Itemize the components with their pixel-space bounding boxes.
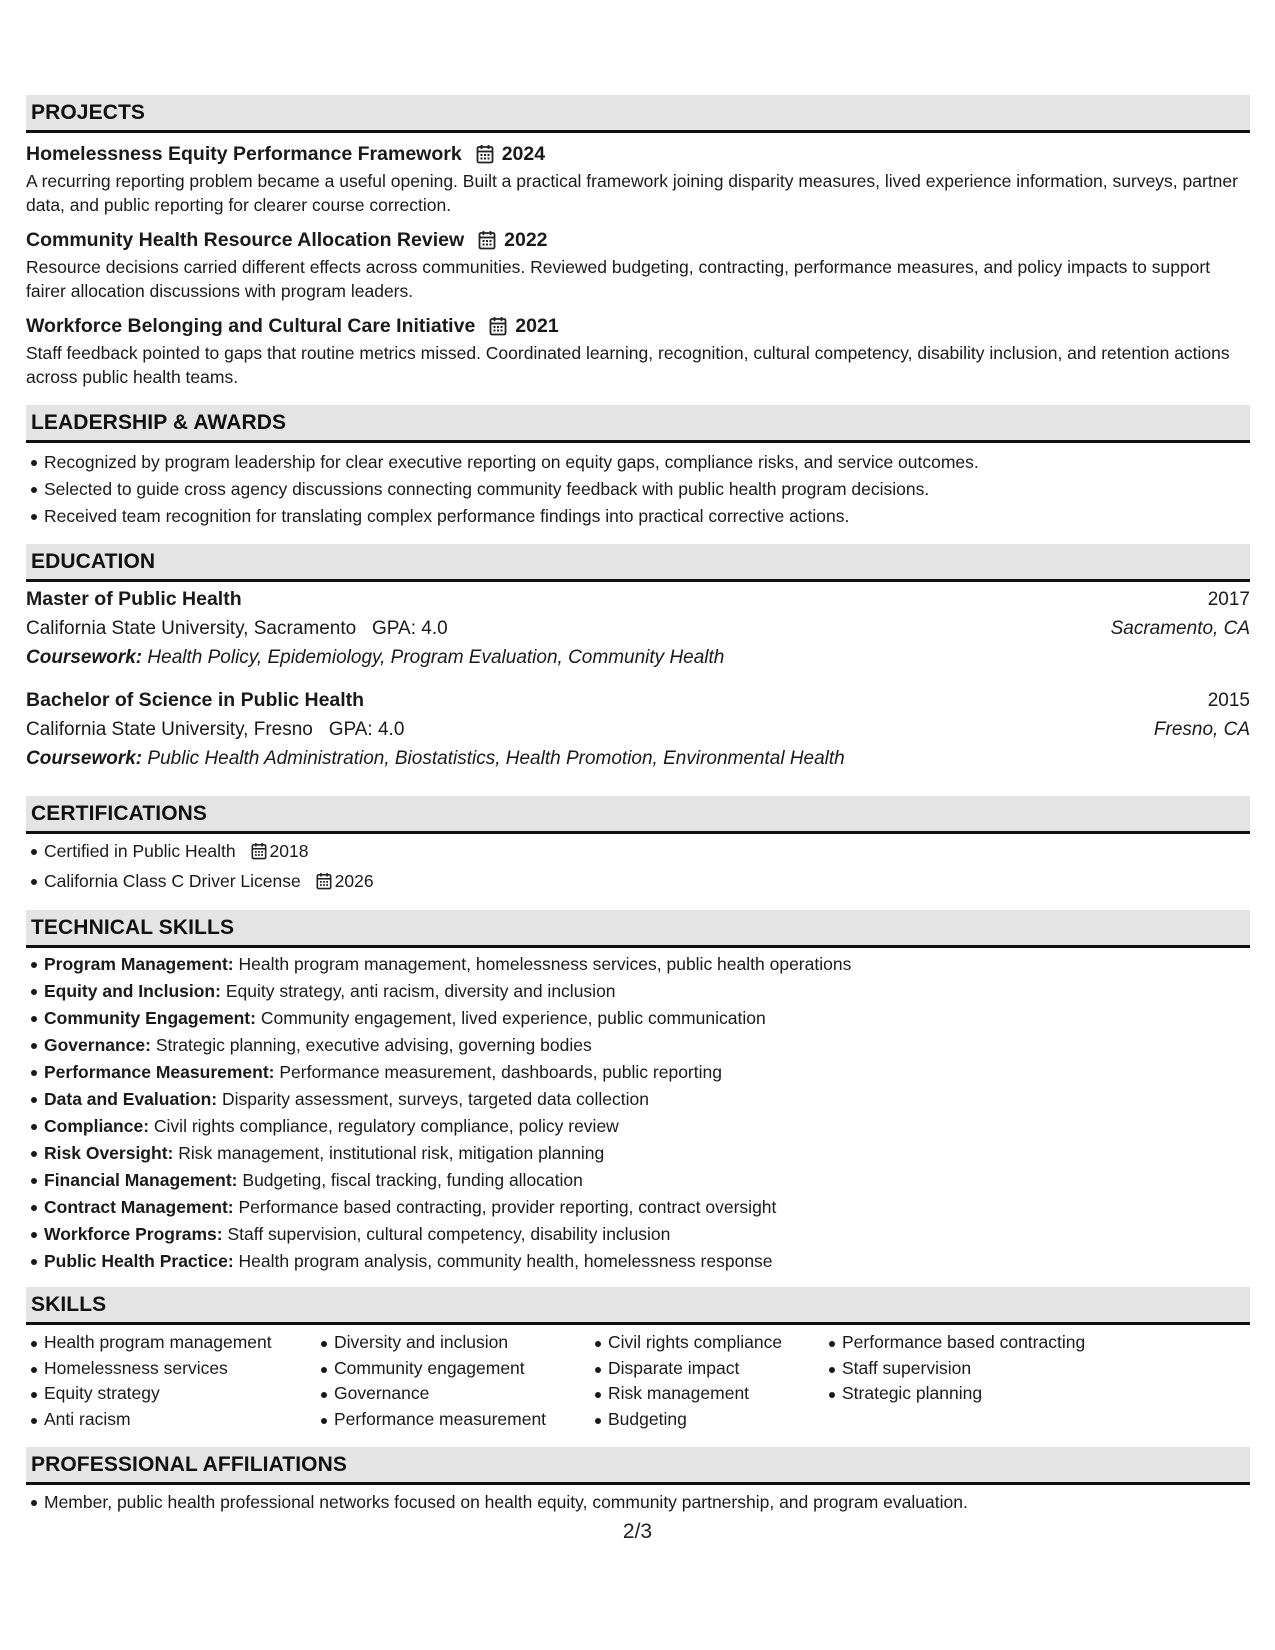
- list-item: [44, 1059, 1250, 1086]
- certification-year: 2026: [334, 871, 374, 891]
- project-title: Workforce Belonging and Cultural Care Initiative: [26, 314, 476, 337]
- skill-values: Civil rights compliance, regulatory compliance, policy review: [153, 1116, 619, 1136]
- skill-category: Performance Measurement:: [44, 1062, 275, 1082]
- skill-category: Risk Oversight:: [44, 1143, 174, 1163]
- project-item: [26, 227, 1250, 303]
- list-item: Community engagement: [334, 1356, 590, 1382]
- list-item: Disparate impact: [608, 1356, 824, 1382]
- projects-section-header: [26, 95, 1250, 133]
- page-number: 2/3: [622, 1520, 653, 1543]
- certifications-section-header: [26, 796, 1250, 834]
- list-item: Strategic planning: [842, 1381, 1124, 1407]
- list-item: Staff supervision: [842, 1356, 1124, 1382]
- list-item: [44, 978, 1250, 1005]
- project-item: [26, 141, 1250, 217]
- education-item: [26, 588, 1250, 677]
- certification-name: California Class C Driver License: [44, 871, 301, 891]
- coursework-list: Health Policy, Epidemiology, Program Evaluation, Community Health: [147, 647, 725, 668]
- certifications-list: [26, 838, 1250, 898]
- leadership-list: [26, 449, 1250, 530]
- technical-skills-section-header: [26, 910, 1250, 948]
- skill-category: Data and Evaluation:: [44, 1089, 218, 1109]
- calendar-icon: [316, 871, 332, 898]
- list-item: [44, 868, 1250, 898]
- skill-values: Health program management, homelessness services, public health operations: [238, 954, 852, 974]
- graduation-year: 2015: [1207, 690, 1250, 711]
- technical-skills-list: [26, 951, 1250, 1275]
- coursework-label: Coursework:: [26, 647, 143, 668]
- section-title: TECHNICAL SKILLS: [31, 915, 235, 939]
- skill-category: Compliance:: [44, 1116, 150, 1136]
- skill-category: Contract Management:: [44, 1197, 234, 1217]
- calendar-icon: [478, 230, 496, 250]
- skill-values: Strategic planning, executive advising, governing bodies: [155, 1035, 592, 1055]
- list-item: Member, public health professional networks focused on health equity, community partnership, and program evaluation.: [44, 1489, 1250, 1516]
- list-item: Diversity and inclusion: [334, 1330, 590, 1356]
- skills-column: [26, 1330, 316, 1432]
- project-year: 2022: [504, 228, 548, 251]
- skills-column: [316, 1330, 590, 1432]
- project-year: 2024: [501, 142, 546, 165]
- list-item: Budgeting: [608, 1407, 824, 1433]
- list-item: Performance based contracting: [842, 1330, 1124, 1356]
- skill-category: Program Management:: [44, 954, 234, 974]
- list-item: [44, 1005, 1250, 1032]
- skill-values: Community engagement, lived experience, public communication: [260, 1008, 766, 1028]
- list-item: Risk management: [608, 1381, 824, 1407]
- list-item: Governance: [334, 1381, 590, 1407]
- education-item: [26, 689, 1250, 778]
- skills-section-header: [26, 1287, 1250, 1325]
- skill-category: Equity and Inclusion:: [44, 981, 221, 1001]
- project-title: Homelessness Equity Performance Framework: [26, 142, 462, 165]
- list-item: [44, 1086, 1250, 1113]
- list-item: [44, 1248, 1250, 1275]
- list-item: [44, 1221, 1250, 1248]
- coursework: [26, 748, 1250, 778]
- school-name: California State University, Fresno: [26, 719, 313, 740]
- skill-values: Budgeting, fiscal tracking, funding allocation: [242, 1170, 583, 1190]
- skill-values: Performance measurement, dashboards, public reporting: [279, 1062, 722, 1082]
- skill-category: Governance:: [44, 1035, 151, 1055]
- graduation-year: 2017: [1207, 589, 1250, 610]
- skill-values: Health program analysis, community health, homelessness response: [238, 1251, 773, 1271]
- skills-column: [824, 1330, 1124, 1432]
- skill-values: Risk management, institutional risk, mitigation planning: [178, 1143, 605, 1163]
- affiliations-list: [26, 1489, 1250, 1516]
- section-title: PROFESSIONAL AFFILIATIONS: [31, 1452, 347, 1476]
- skill-values: Equity strategy, anti racism, diversity and inclusion: [225, 981, 616, 1001]
- calendar-icon: [489, 316, 507, 336]
- list-item: Anti racism: [44, 1407, 316, 1433]
- coursework-label: Coursework:: [26, 748, 143, 769]
- section-title: PROJECTS: [31, 100, 145, 124]
- list-item: Homelessness services: [44, 1356, 316, 1382]
- affiliations-section-header: [26, 1447, 1250, 1485]
- skill-values: Staff supervision, cultural competency, disability inclusion: [227, 1224, 671, 1244]
- skill-category: Public Health Practice:: [44, 1251, 234, 1271]
- list-item: Civil rights compliance: [608, 1330, 824, 1356]
- skill-category: Community Engagement:: [44, 1008, 256, 1028]
- list-item: Selected to guide cross agency discussions connecting community feedback with public health program decisions.: [44, 476, 1250, 503]
- list-item: [44, 1194, 1250, 1221]
- project-title: Community Health Resource Allocation Review: [26, 228, 465, 251]
- project-description: Resource decisions carried different effects across communities. Reviewed budgeting, contracting, performance measures, and policy impacts to support fairer allocation discussions with program leaders.: [26, 257, 1211, 301]
- list-item: [44, 1032, 1250, 1059]
- list-item: Health program management: [44, 1330, 316, 1356]
- calendar-icon: [251, 841, 267, 868]
- section-title: SKILLS: [31, 1292, 107, 1316]
- school-location: Fresno, CA: [1153, 719, 1250, 740]
- coursework-list: Public Health Administration, Biostatistics, Health Promotion, Environmental Health: [147, 748, 845, 769]
- school-name: California State University, Sacramento: [26, 618, 357, 639]
- skills-column: [590, 1330, 824, 1432]
- certification-year: 2018: [269, 841, 309, 861]
- education-section-header: [26, 544, 1250, 582]
- list-item: Recognized by program leadership for clear executive reporting on equity gaps, compliance risks, and service outcomes.: [44, 449, 1250, 476]
- list-item: [44, 1167, 1250, 1194]
- resume-page: [26, 95, 1250, 1516]
- degree: Bachelor of Science in Public Health: [26, 689, 365, 711]
- list-item: [44, 951, 1250, 978]
- list-item: Performance measurement: [334, 1407, 590, 1433]
- project-description: Staff feedback pointed to gaps that routine metrics missed. Coordinated learning, recognition, cultural competency, disability inclusion, and retention actions across public health teams.: [26, 343, 1230, 387]
- list-item: Received team recognition for translating complex performance findings into practical corrective actions.: [44, 503, 1250, 530]
- leadership-section-header: [26, 405, 1250, 443]
- project-item: [26, 313, 1250, 389]
- list-item: [44, 1113, 1250, 1140]
- project-year: 2021: [515, 314, 559, 337]
- list-item: [44, 1140, 1250, 1167]
- project-description: A recurring reporting problem became a useful opening. Built a practical framework joining disparity measures, lived experience information, surveys, partner data, and public reporting for clearer course correction.: [26, 171, 1238, 215]
- gpa: GPA: 4.0: [372, 618, 448, 639]
- coursework: [26, 647, 1250, 677]
- degree: Master of Public Health: [26, 588, 242, 610]
- skill-values: Disparity assessment, surveys, targeted data collection: [221, 1089, 649, 1109]
- gpa: GPA: 4.0: [328, 719, 405, 740]
- list-item: Equity strategy: [44, 1381, 316, 1407]
- section-title: CERTIFICATIONS: [31, 801, 208, 825]
- certification-name: Certified in Public Health: [44, 841, 236, 861]
- skill-category: Financial Management:: [44, 1170, 238, 1190]
- list-item: [44, 838, 1250, 868]
- section-title: LEADERSHIP & AWARDS: [31, 410, 287, 434]
- school-location: Sacramento, CA: [1110, 618, 1250, 639]
- skills-grid: [26, 1330, 1250, 1432]
- skill-category: Workforce Programs:: [44, 1224, 223, 1244]
- section-title: EDUCATION: [31, 549, 156, 573]
- calendar-icon: [476, 144, 494, 164]
- skill-values: Performance based contracting, provider reporting, contract oversight: [238, 1197, 777, 1217]
